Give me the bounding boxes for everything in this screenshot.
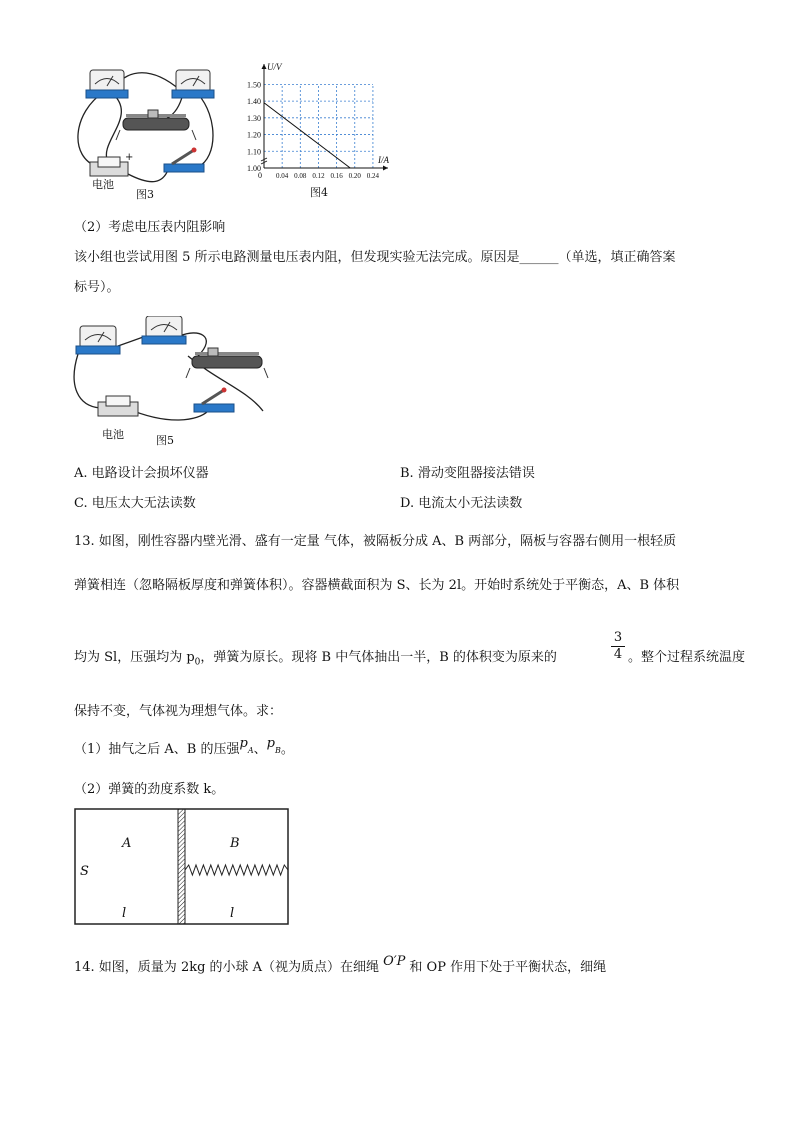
q14-text-b: 和 OP 作用下处于平衡状态，细绳	[409, 960, 607, 975]
q14-text-a: 14. 如图，质量为 2kg 的小球 A（视为质点）在细绳	[74, 960, 380, 975]
option-a[interactable]	[74, 464, 209, 484]
option-d-text: 电流太小无法读数	[418, 496, 523, 511]
y-axis-label: U/V	[267, 62, 282, 72]
q13-line-4: 保持不变，气体视为理想气体。求：	[74, 704, 283, 719]
rheostat	[116, 110, 196, 140]
option-b-letter: B.	[400, 466, 414, 481]
pb-symbol: p	[266, 736, 275, 751]
q13-line-1: 13. 如图，刚性容器内壁光滑、盛有一定量 气体，被隔板分成 A、B 两部分，隔板与容器右侧用一根轻质	[74, 534, 677, 549]
option-c-text: 电压太大无法读数	[91, 496, 196, 511]
q13-sub-question-2: （2）弹簧的劲度系数 k。	[74, 782, 225, 797]
label-l-left: l	[122, 906, 127, 921]
spring	[185, 865, 288, 875]
x-tick-label: 0.24	[366, 172, 380, 180]
y-tick-label: 1.20	[247, 130, 261, 140]
q13-line-3-b: ，弹簧为原长。现将 B 中气体抽出一半，B 的体积变为原来的	[200, 650, 557, 665]
fraction-denominator: 4	[613, 647, 623, 662]
ammeter-fig5	[142, 316, 186, 344]
label-l-right: l	[230, 906, 235, 921]
figure-3-circuit-drawing	[68, 62, 218, 202]
q14-line-1	[74, 954, 607, 978]
figure-5	[68, 316, 278, 446]
pb-subscript: B	[274, 745, 281, 755]
section-2-question-line-2: 标号）。	[74, 280, 120, 295]
q13-fraction	[611, 630, 625, 663]
figure-5-caption: 图5	[156, 434, 174, 447]
x-axis-arrow	[383, 166, 388, 171]
figure-4	[234, 56, 409, 206]
section-2-question-line-1: 该小组也尝试用图 5 所示电路测量电压表内阻，但发现实验无法完成。原因是______（单选，填正确答案	[74, 250, 676, 265]
option-d-letter: D.	[400, 496, 415, 511]
pa-subscript: A	[247, 745, 254, 755]
option-c[interactable]	[74, 494, 196, 514]
x-axis-label: I/A	[378, 155, 389, 165]
origin-label: 0	[258, 171, 262, 180]
y-tick-label: 1.00	[247, 164, 261, 173]
x-tick-label: 0.20	[348, 172, 361, 180]
q13-line-3	[74, 648, 557, 673]
option-d[interactable]	[400, 494, 522, 514]
switch-fig5	[194, 388, 234, 413]
label-b: B	[230, 836, 240, 851]
y-tick-label: 1.40	[247, 97, 261, 107]
y-axis-arrow	[262, 64, 267, 69]
switch	[164, 148, 204, 173]
y-tick-label: 1.10	[247, 147, 261, 157]
y-tick-label: 1.30	[247, 113, 261, 123]
battery-label: 电池	[92, 178, 114, 191]
battery-plus-sign: +	[125, 152, 134, 163]
voltmeter-fig5	[76, 326, 120, 354]
label-s: S	[80, 864, 89, 879]
battery-label-fig5: 电池	[102, 428, 124, 441]
y-tick-label: 1.50	[247, 80, 261, 90]
rheostat-fig5	[186, 348, 268, 378]
q13-line-3-c: 。整个过程系统温度	[628, 650, 746, 665]
figure-3-caption: 图3	[136, 188, 154, 201]
battery-fig5	[98, 396, 138, 416]
option-a-letter: A.	[74, 466, 88, 481]
q13-sub1-end: 。	[280, 742, 294, 757]
container-diagram	[74, 808, 290, 926]
x-tick-label: 0.16	[330, 172, 343, 180]
data-line	[264, 103, 350, 168]
q13-line-2: 弹簧相连（忽略隔板厚度和弹簧体积）。容器横截面积为 S、长为 2l。开始时系统处于平衡态，A、B 体积	[74, 578, 680, 593]
option-c-letter: C.	[74, 496, 88, 511]
figure-3	[68, 62, 218, 202]
pa-symbol: p	[239, 736, 248, 751]
q13-sub1-text: （1）抽气之后 A、B 的压强	[74, 742, 240, 757]
option-b[interactable]	[400, 464, 535, 484]
section-2-heading: （2）考虑电压表内阻影响	[74, 220, 226, 235]
q14-op-symbol: O′P	[383, 954, 406, 969]
x-tick-label: 0.08	[294, 172, 307, 180]
voltmeter-left	[86, 70, 128, 98]
pa-pb-separator: 、	[253, 742, 267, 757]
q13-line-3-a: 均为 Sl，压强均为 p	[74, 650, 195, 665]
option-b-text: 滑动变阻器接法错误	[417, 466, 535, 481]
q13-p0-subscript: 0	[194, 657, 201, 668]
q13-sub-question-1	[74, 736, 294, 765]
option-a-text: 电路设计会损坏仪器	[91, 466, 209, 481]
battery-box	[90, 157, 128, 176]
ammeter-right	[172, 70, 214, 98]
x-tick-label: 0.12	[312, 172, 325, 180]
container-drawing	[74, 808, 290, 926]
figure-5-circuit-drawing	[68, 316, 278, 446]
fraction-numerator: 3	[613, 630, 623, 645]
figure-4-caption: 图4	[310, 186, 328, 199]
partition-plate	[178, 809, 185, 924]
label-a: A	[122, 836, 132, 851]
x-tick-label: 0.04	[276, 172, 289, 180]
